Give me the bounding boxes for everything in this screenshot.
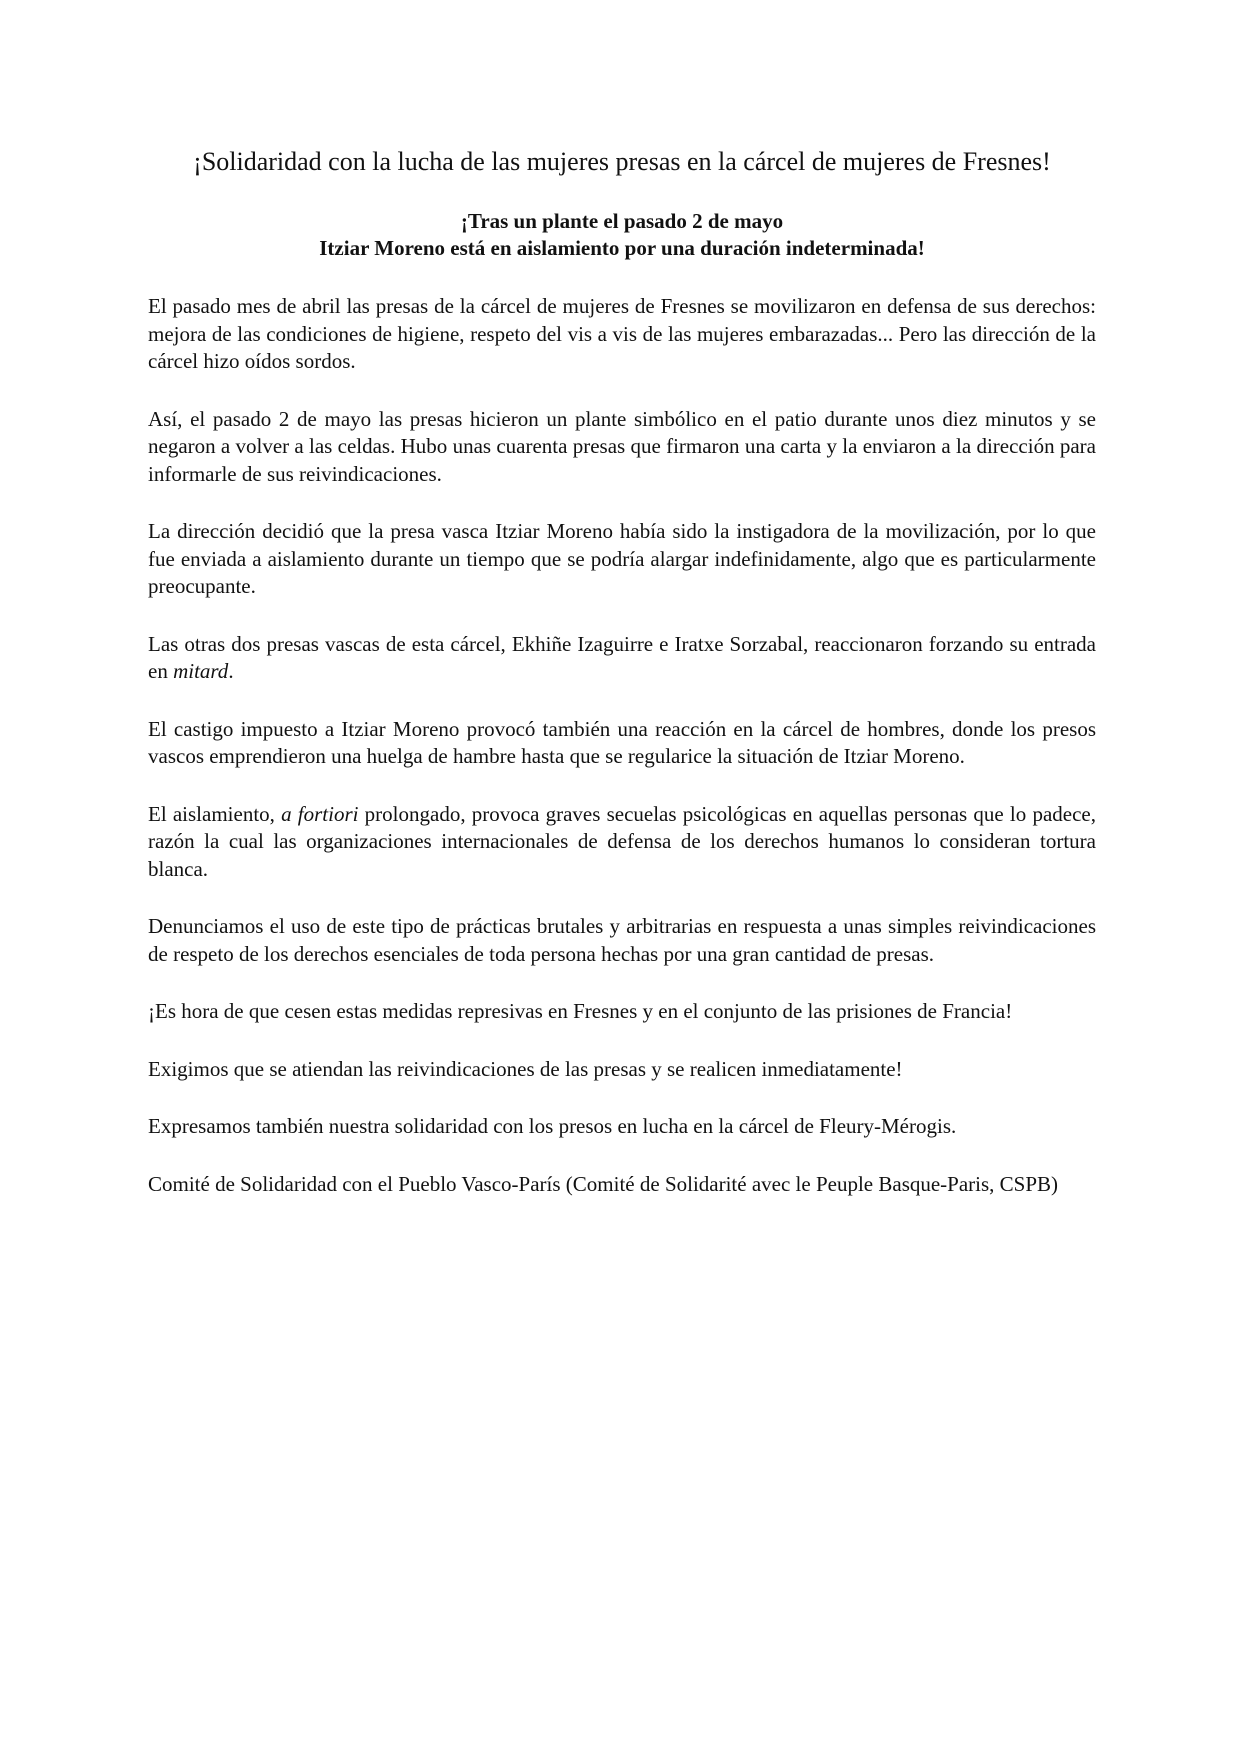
signature: Comité de Solidaridad con el Pueblo Vasco-París (Comité de Solidarité avec le Peuple Basque-Paris, CSPB) xyxy=(148,1171,1059,1196)
paragraph-9: Exigimos que se atiendan las reivindicaciones de las presas y se realicen inmediatamente! xyxy=(148,1056,903,1081)
subtitle-line-1: ¡Tras un plante el pasado 2 de mayo xyxy=(460,209,784,233)
paragraph-4-end: . xyxy=(228,659,234,683)
document-title: ¡Solidaridad con la lucha de las mujeres presas en la cárcel de mujeres de Fresnes! xyxy=(193,147,1051,176)
paragraph-5: El castigo impuesto a Itziar Moreno provocó también una reacción en la cárcel de hombres, donde los presos vascos emprendieron una huelga de hambre hasta que se regularice la situación de Itziar Moreno. xyxy=(148,716,1096,768)
paragraph-1: El pasado mes de abril las presas de la cárcel de mujeres de Fresnes se movilizaron en defensa de sus derechos: mejora de las condiciones de higiene, respeto del vis a vis de las mujeres embarazadas... Pero las dirección de la cárcel hizo oídos sordos. xyxy=(148,294,1096,373)
paragraph-6 xyxy=(148,801,1096,884)
paragraph-3: La dirección decidió que la presa vasca Itziar Moreno había sido la instigadora de la movilización, por lo que fue enviada a aislamiento durante un tiempo que se podría alargar indefinidamente, algo que es particularmente preocupante. xyxy=(148,519,1096,598)
paragraph-10: Expresamos también nuestra solidaridad con los presos en lucha en la cárcel de Fleury-Mérogis. xyxy=(148,1114,957,1138)
paragraph-6-italic: a fortiori xyxy=(281,801,359,826)
paragraph-6-end: prolongado, provoca graves secuelas psicológicas en aquellas personas que lo padece, razón la cual las organizaciones internacionales de defensa de los derechos humanos lo consideran tortura blanca. xyxy=(148,801,1096,881)
document-subtitle xyxy=(148,208,1096,262)
paragraph-7: Denunciamos el uso de este tipo de prácticas brutales y arbitrarias en respuesta a unas simples reivindicaciones de respeto de los derechos esenciales de toda persona hechas por una gran cantidad de presas. xyxy=(148,914,1096,966)
subtitle-line-2: Itziar Moreno está en aislamiento por una duración indeterminada! xyxy=(319,236,925,260)
paragraph-4-italic: mitard xyxy=(173,659,229,683)
document-page xyxy=(148,146,1096,1228)
paragraph-4-text: Las otras dos presas vascas de esta cárcel, Ekhiñe Izaguirre e Iratxe Sorzabal, reaccionaron forzando su entrada en xyxy=(148,631,1096,683)
paragraph-8: ¡Es hora de que cesen estas medidas represivas en Fresnes y en el conjunto de las prisiones de Francia! xyxy=(148,999,1013,1023)
paragraph-6-text: El aislamiento, xyxy=(148,801,282,826)
paragraph-2: Así, el pasado 2 de mayo las presas hicieron un plante simbólico en el patio durante unos diez minutos y se negaron a volver a las celdas. Hubo unas cuarenta presas que firmaron una carta y la enviaron a la dirección para informarle de sus reivindicaciones. xyxy=(148,406,1096,486)
paragraph-4 xyxy=(148,631,1096,686)
